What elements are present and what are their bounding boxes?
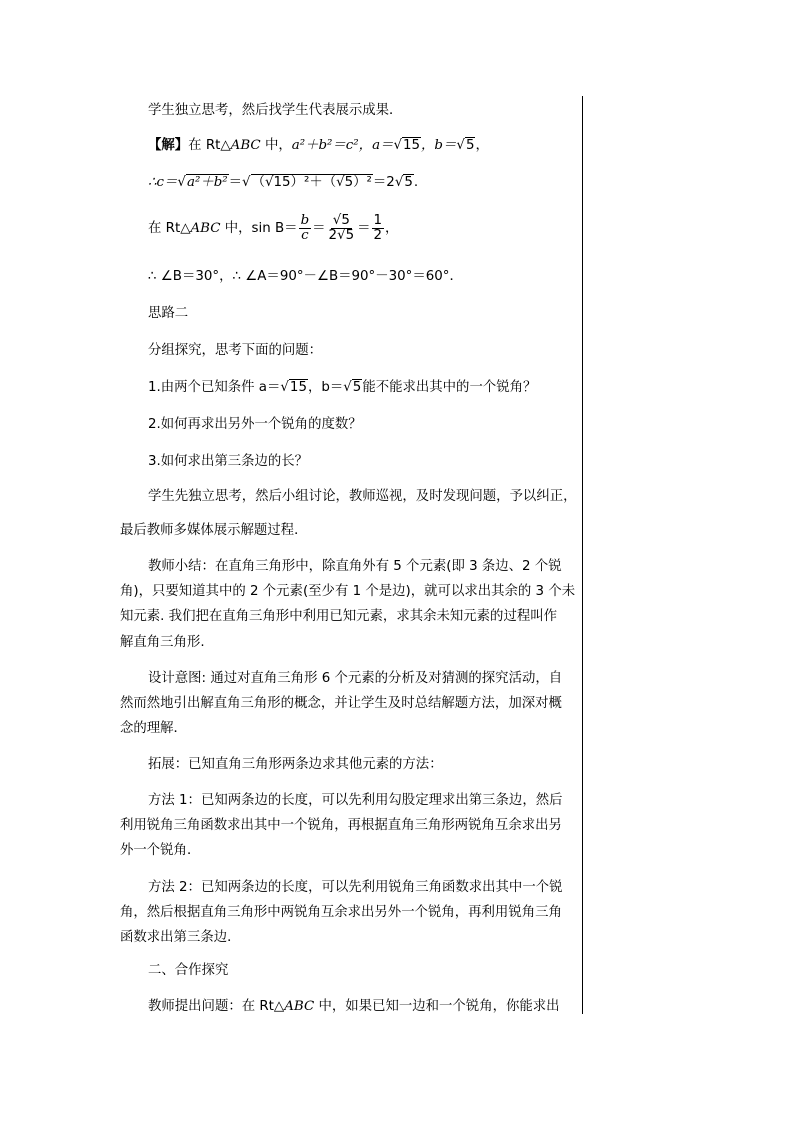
- extension-heading: 拓展：已知直角三角形两条边求其他元素的方法：: [148, 757, 443, 772]
- group-explore: 分组探究，思考下面的问题：: [148, 343, 323, 358]
- triangle-name: ABC: [190, 221, 221, 236]
- triangle-name: ABC: [230, 138, 261, 153]
- paragraph-line: 设计意图: 通过对直角三角形 6 个元素的分析及对猜测的探究活动，自: [148, 671, 563, 686]
- text: ＝2: [372, 175, 395, 190]
- text: 中，: [260, 138, 292, 153]
- paragraph-line: [148, 998, 560, 1016]
- fraction-b-over-c: $\frac{b}{c}$: [300, 212, 310, 243]
- sqrt-sum: √（√15）²＋（√5）²: [242, 175, 372, 190]
- solution-line-2: [148, 174, 418, 192]
- paragraph-line: 解直角三角形.: [120, 635, 205, 650]
- solution-line-3: [148, 212, 398, 246]
- sqrt-5-result: √5: [394, 175, 413, 190]
- text: 1.由两个已知条件 a＝: [148, 380, 281, 395]
- solution-label: 【解】: [148, 138, 189, 153]
- fraction-sqrt5: $\frac{√5}{2√5}$: [328, 212, 355, 243]
- section-heading: 二、合作探究: [148, 963, 229, 978]
- text: 中，sin B＝: [220, 221, 298, 236]
- question-1: [148, 379, 536, 397]
- paragraph-line: 角)，只要知道其中的 2 个元素(至少有 1 个是边)，就可以求出其余的 3 个未: [120, 584, 576, 599]
- text: 在 Rt△: [148, 221, 191, 236]
- text: ，: [385, 221, 399, 236]
- text: ＝: [228, 175, 243, 190]
- paragraph-line: 函数求出第三条边．: [120, 930, 241, 945]
- paragraph-line: 教师小结：在直角三角形中，除直角外有 5 个元素(即 3 条边、2 个锐: [148, 559, 562, 574]
- paragraph-line: 学生先独立思考，然后小组讨论，教师巡视，及时发现问题，予以纠正，: [148, 489, 577, 504]
- text: ＝: [357, 221, 371, 236]
- paragraph-line: 利用锐角三角函数求出其中一个锐角，再根据直角三角形两锐角互余求出另: [120, 818, 562, 833]
- question-3: 3.如何求出第三条边的长？: [148, 454, 309, 469]
- text: ，: [475, 138, 489, 153]
- pythagorean-eq: a²＋b²＝c²，a＝: [291, 138, 394, 153]
- sqrt-15: √15: [280, 380, 307, 395]
- paragraph-line: 角，然后根据直角三角形中两锐角互余求出另外一个锐角，再利用锐角三角: [120, 905, 562, 920]
- paragraph-line: 然而然地引出解直角三角形的概念，并让学生及时总结解题方法，加深对概: [120, 696, 562, 711]
- solution-line-4: ∴ ∠B＝30°，∴ ∠A＝90°－∠B＝90°－30°＝60°．: [148, 269, 463, 284]
- text: .: [413, 175, 419, 190]
- paragraph-line: 方法 2：已知两条边的长度，可以先利用锐角三角函数求出其中一个锐: [148, 880, 563, 895]
- margin-rule: [582, 96, 583, 1014]
- fraction-one-half: $\frac{1}{2}$: [373, 212, 383, 243]
- text: ∴c＝: [148, 175, 178, 190]
- sqrt-15: √15: [393, 138, 421, 153]
- text: ，b＝: [421, 138, 457, 153]
- text: 能不能求出其中的一个锐角？: [362, 380, 537, 395]
- sqrt-a2-b2: √a²＋b²: [177, 175, 228, 190]
- sqrt-5: √5: [343, 380, 362, 395]
- question-2: 2.如何再求出另外一个锐角的度数？: [148, 417, 362, 432]
- solution-line-1: [148, 137, 489, 155]
- paragraph-line: 外一个锐角．: [120, 843, 201, 858]
- idea-two: 思路二: [148, 306, 189, 321]
- text: 教师提出问题：在 Rt△: [148, 999, 285, 1014]
- triangle-name: ABC: [284, 999, 315, 1014]
- text: ＝: [312, 221, 326, 236]
- text: 中，如果已知一边和一个锐角，你能求出: [314, 999, 560, 1014]
- paragraph-line: 念的理解．: [120, 721, 187, 736]
- text: ，b＝: [307, 380, 344, 395]
- intro-line: 学生独立思考，然后找学生代表展示成果．: [148, 103, 403, 118]
- paragraph-line: 知元素. 我们把在直角三角形中利用已知元素，求其余未知元素的过程叫作: [120, 609, 558, 624]
- paragraph-line: 最后教师多媒体展示解题过程．: [120, 523, 308, 538]
- paragraph-line: 方法 1：已知两条边的长度，可以先利用勾股定理求出第三条边，然后: [148, 793, 563, 808]
- sqrt-5: √5: [456, 138, 475, 153]
- text: 在 Rt△: [188, 138, 231, 153]
